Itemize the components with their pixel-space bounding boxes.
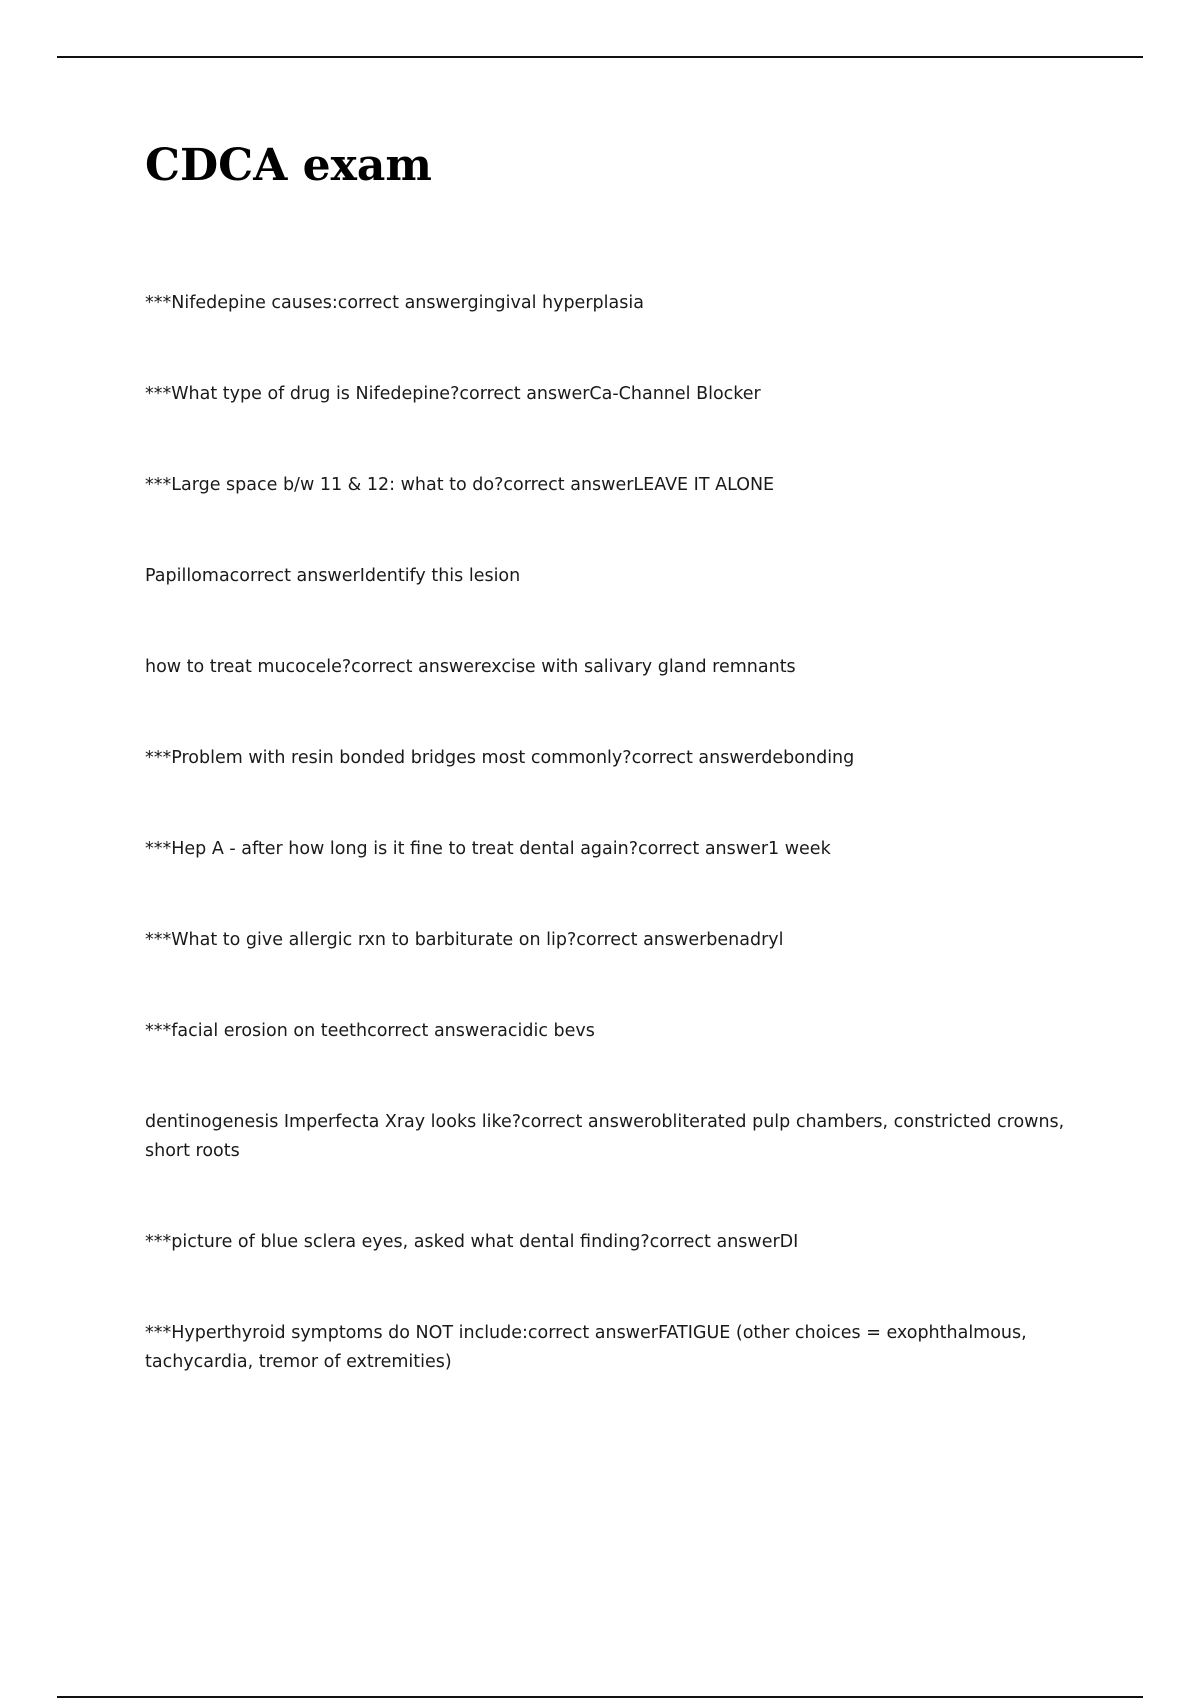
qa-item: ***Nifedepine causes:correct answergingival hyperplasia xyxy=(145,293,644,313)
qa-item: Papillomacorrect answerIdentify this lesion xyxy=(145,566,521,586)
qa-list xyxy=(145,289,1090,1439)
qa-item: ***What to give allergic rxn to barbiturate on lip?correct answerbenadryl xyxy=(145,930,784,950)
qa-item: ***Large space b/w 11 & 12: what to do?correct answerLEAVE IT ALONE xyxy=(145,475,775,495)
qa-item: ***Hyperthyroid symptoms do NOT include:correct answerFATIGUE (other choices = exophthalmous, tachycardia, tremor of extremities) xyxy=(145,1323,1027,1372)
qa-item: ***Problem with resin bonded bridges most commonly?correct answerdebonding xyxy=(145,748,855,768)
bottom-divider xyxy=(57,1696,1143,1698)
top-divider xyxy=(57,56,1143,58)
qa-item: ***Hep A - after how long is it fine to treat dental again?correct answer1 week xyxy=(145,839,831,859)
qa-item: ***What type of drug is Nifedepine?correct answerCa-Channel Blocker xyxy=(145,384,761,404)
page-title: CDCA exam xyxy=(145,140,432,191)
qa-item: ***picture of blue sclera eyes, asked what dental finding?correct answerDI xyxy=(145,1232,799,1252)
qa-item: ***facial erosion on teethcorrect answeracidic bevs xyxy=(145,1021,595,1041)
qa-item: how to treat mucocele?correct answerexcise with salivary gland remnants xyxy=(145,657,796,677)
qa-item: dentinogenesis Imperfecta Xray looks like?correct answerobliterated pulp chambers, constricted crowns, short roots xyxy=(145,1112,1065,1161)
